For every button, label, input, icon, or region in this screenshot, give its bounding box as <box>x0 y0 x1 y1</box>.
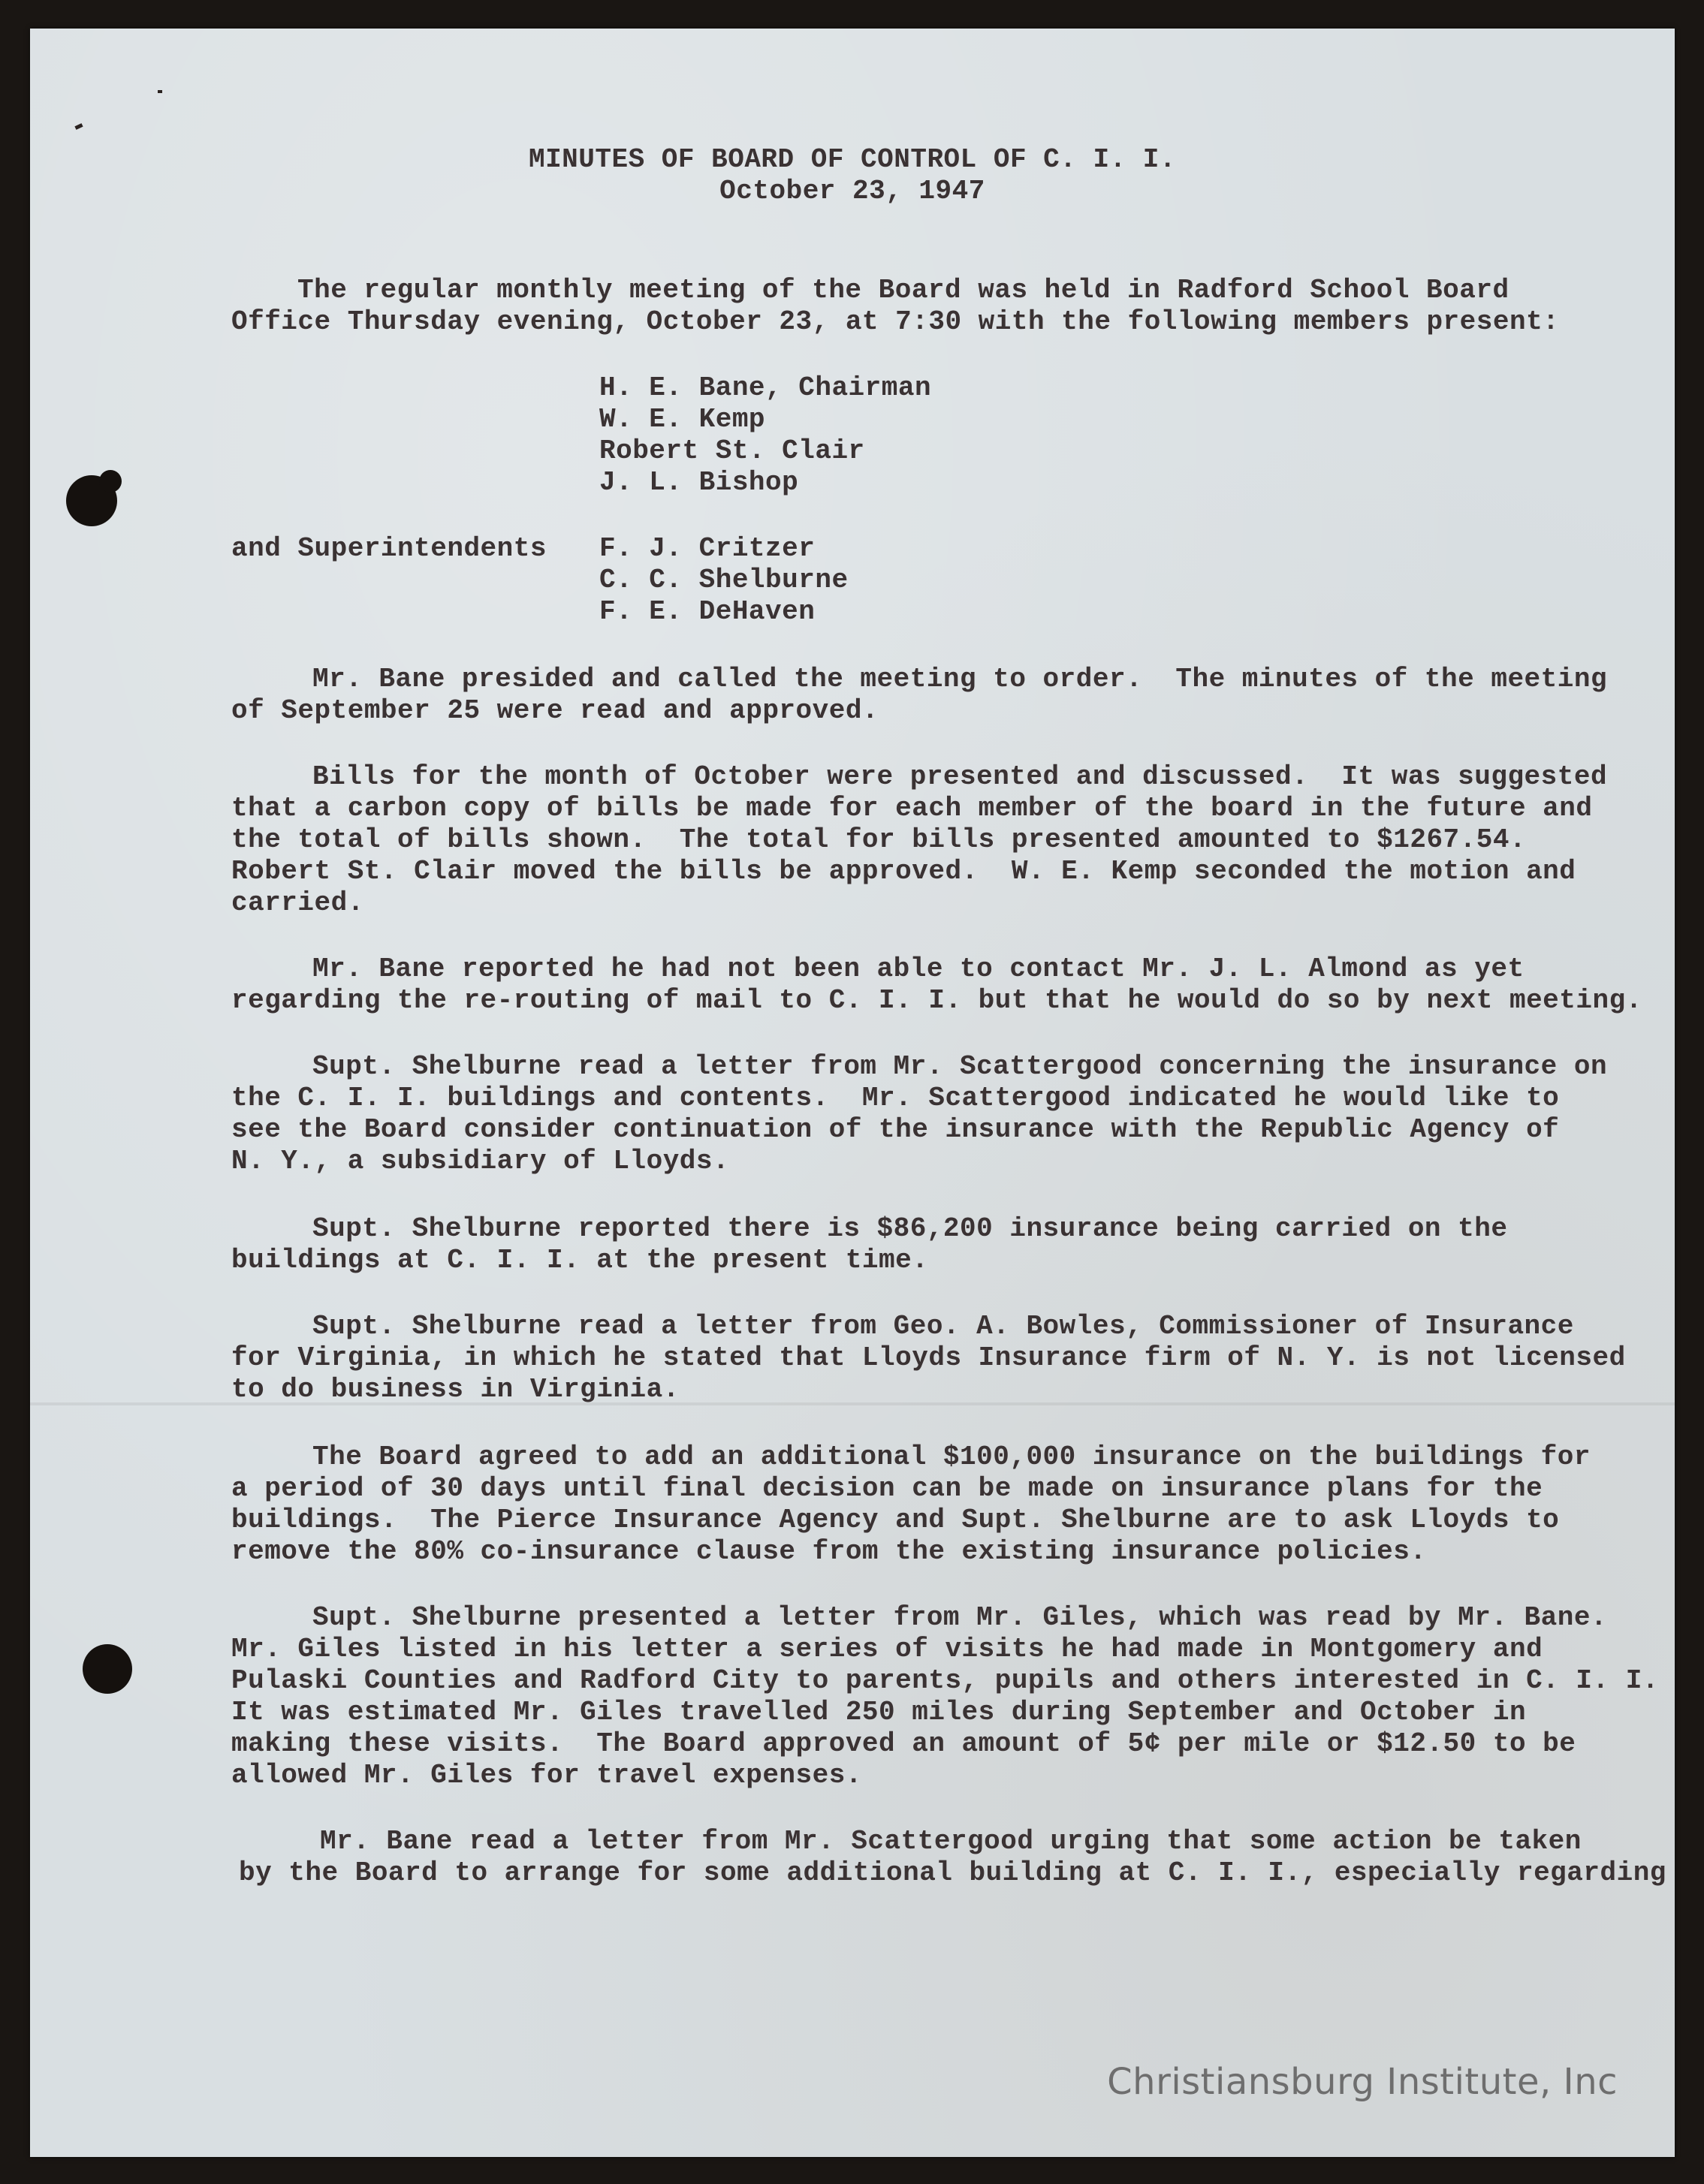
text-line: Mr. Bane reported he had not been able to contact Mr. J. L. Almond as yet <box>312 953 1525 984</box>
member-name: W. E. Kemp <box>599 404 766 435</box>
text-line: allowed Mr. Giles for travel expenses. <box>231 1760 862 1791</box>
text-line: Supt. Shelburne presented a letter from Mr. Giles, which was read by Mr. Bane. <box>312 1602 1608 1633</box>
document-title: MINUTES OF BOARD OF CONTROL OF C. I. I. <box>528 144 1177 175</box>
document-text <box>30 29 1675 2157</box>
text-line: by the Board to arrange for some additional building at C. I. I., especially regarding <box>239 1857 1666 1888</box>
text-line: Mr. Bane presided and called the meeting to order. The minutes of the meeting <box>312 664 1608 694</box>
text-line: carried. <box>231 887 364 918</box>
member-name: J. L. Bishop <box>599 467 799 498</box>
text-line: see the Board consider continuation of the insurance with the Republic Agency of <box>231 1114 1560 1145</box>
text-line: making these visits. The Board approved an amount of 5¢ per mile or $12.50 to be <box>231 1728 1576 1759</box>
text-line: remove the 80% co-insurance clause from the existing insurance policies. <box>231 1536 1427 1567</box>
text-line: Supt. Shelburne read a letter from Mr. Scattergood concerning the insurance on <box>312 1051 1608 1082</box>
superintendents-label: and Superintendents <box>231 533 547 564</box>
text-line: regarding the re-routing of mail to C. I. I. but that he would do so by next meeting. <box>231 985 1642 1016</box>
text-line: buildings. The Pierce Insurance Agency and Supt. Shelburne are to ask Lloyds to <box>231 1505 1560 1535</box>
member-name: H. E. Bane, Chairman <box>599 372 932 403</box>
text-line: Robert St. Clair moved the bills be approved. W. E. Kemp seconded the motion and <box>231 856 1576 887</box>
text-line: Supt. Shelburne reported there is $86,200 insurance being carried on the <box>312 1213 1508 1244</box>
text-line: It was estimated Mr. Giles travelled 250 miles during September and October in <box>231 1697 1527 1728</box>
text-line: Supt. Shelburne read a letter from Geo. A. Bowles, Commissioner of Insurance <box>312 1311 1574 1342</box>
text-line: The regular monthly meeting of the Board was held in Radford School Board <box>297 275 1509 306</box>
text-line: the C. I. I. buildings and contents. Mr. Scattergood indicated he would like to <box>231 1083 1560 1113</box>
text-line: Mr. Bane read a letter from Mr. Scattergood urging that some action be taken <box>320 1826 1582 1857</box>
text-line: Bills for the month of October were presented and discussed. It was suggested <box>312 761 1608 792</box>
text-line: of September 25 were read and approved. <box>231 695 879 726</box>
text-line: a period of 30 days until final decision can be made on insurance plans for the <box>231 1473 1543 1504</box>
text-line: Pulaski Counties and Radford City to parents, pupils and others interested in C. I. I. <box>231 1665 1659 1696</box>
superintendent-name: C. C. Shelburne <box>599 565 849 595</box>
text-line: Office Thursday evening, October 23, at 7:30 with the following members present: <box>231 306 1560 337</box>
superintendent-name: F. J. Critzer <box>599 533 816 564</box>
text-line: The Board agreed to add an additional $100,000 insurance on the buildings for <box>312 1441 1591 1472</box>
text-line: N. Y., a subsidiary of Lloyds. <box>231 1146 730 1176</box>
text-line: the total of bills shown. The total for bills presented amounted to $1267.54. <box>231 824 1527 855</box>
document-date: October 23, 1947 <box>719 176 985 206</box>
text-line: to do business in Virginia. <box>231 1374 680 1405</box>
watermark: Christiansburg Institute, Inc <box>1107 2061 1618 2103</box>
superintendent-name: F. E. DeHaven <box>599 596 816 627</box>
member-name: Robert St. Clair <box>599 435 865 466</box>
document-page <box>30 29 1675 2157</box>
text-line: for Virginia, in which he stated that Lloyds Insurance firm of N. Y. is not licensed <box>231 1342 1626 1373</box>
text-line: Mr. Giles listed in his letter a series of visits he had made in Montgomery and <box>231 1634 1543 1664</box>
text-line: that a carbon copy of bills be made for each member of the board in the future and <box>231 793 1593 824</box>
text-line: buildings at C. I. I. at the present time. <box>231 1245 929 1276</box>
